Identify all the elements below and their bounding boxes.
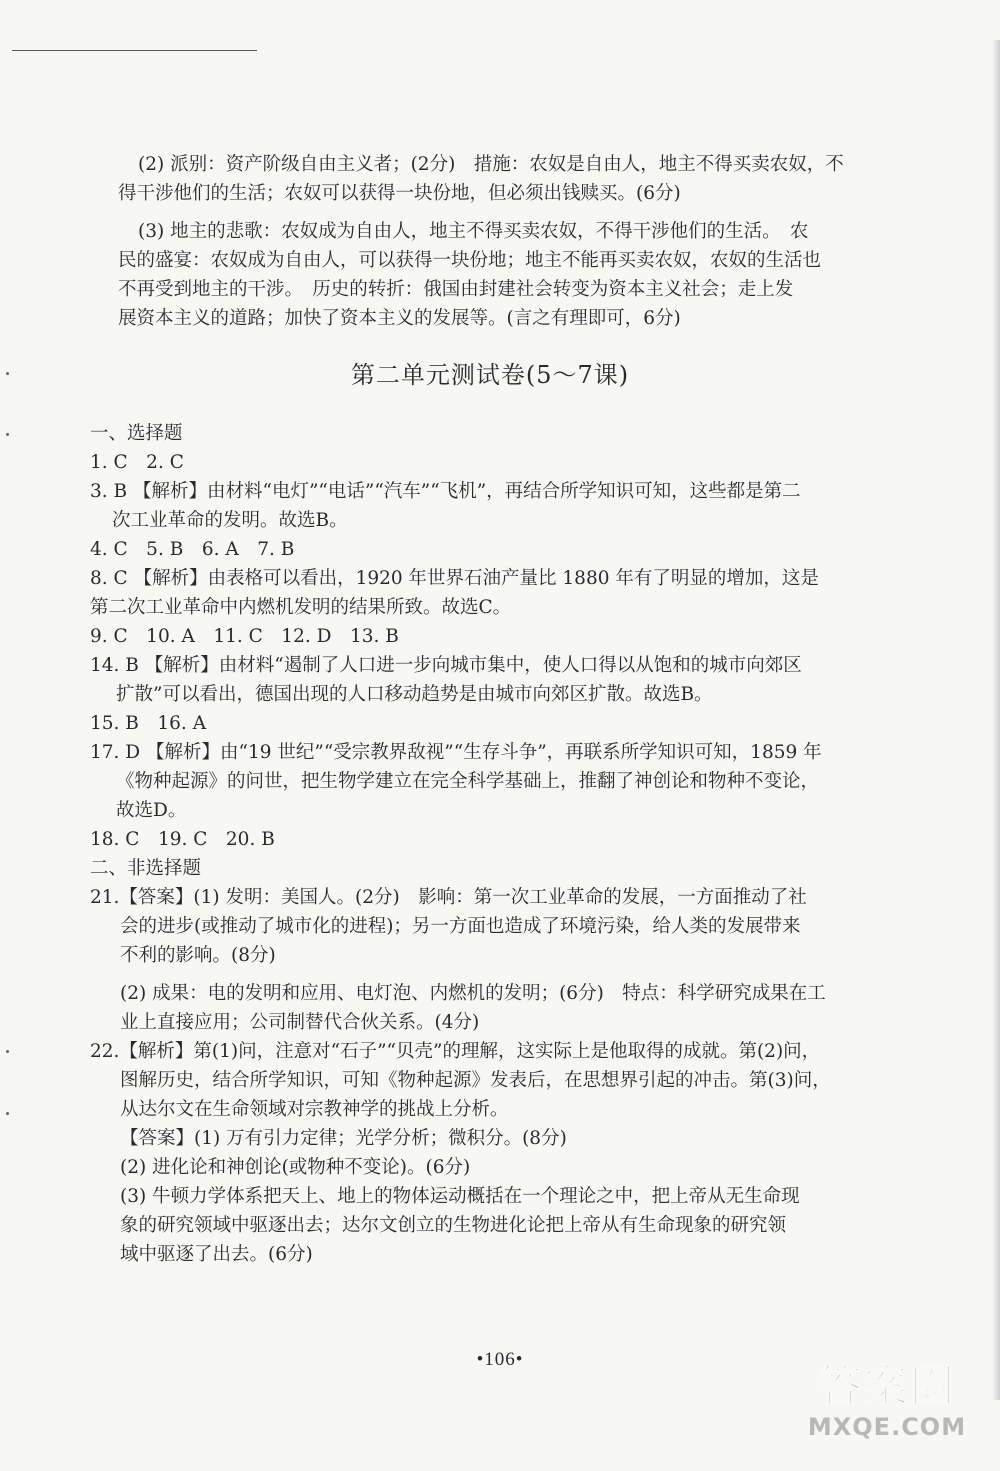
answer-line: (2) 进化论和神创论(或物种不变论)。(6分) — [120, 1157, 471, 1178]
answer-line: 不利的影响。(8分) — [120, 945, 276, 966]
watermark-logo-text: 答案圈 — [818, 1361, 956, 1412]
answer-line: 1. C 2. C — [90, 452, 184, 473]
answer-line: 4. C 5. B 6. A 7. B — [90, 539, 295, 560]
text-line: 民的盛宴：农奴成为自由人，可以获得一块份地；地主不能再买卖农奴，农奴的生活也 — [118, 250, 822, 271]
answer-line: 图解历史，结合所学知识，可知《物种起源》发表后，在思想界引起的冲击。第(3)问， — [120, 1070, 831, 1091]
answer-line: 22.【解析】第(1)问，注意对“石子”“贝壳”的理解，这实际上是他取得的成就。第(2)问， — [90, 1041, 821, 1062]
margin-mark — [6, 372, 9, 375]
header-rule — [12, 50, 257, 51]
answer-line: 从达尔文在生命领域对宗教神学的挑战上分析。 — [120, 1099, 509, 1120]
part-heading: 二、非选择题 — [90, 858, 202, 879]
margin-mark — [6, 1050, 9, 1053]
margin-mark — [6, 1112, 9, 1115]
answer-line: (3) 牛顿力学体系把天上、地上的物体运动概括在一个理论之中，把上帝从无生命现 — [120, 1186, 800, 1207]
text-line: (2) 派别：资产阶级自由主义者；(2分) 措施：农奴是自由人，地主不得买卖农奴，不 — [138, 154, 844, 175]
answer-line: 会的进步(或推动了城市化的进程)；另一方面也造成了环境污染，给人类的发展带来 — [120, 916, 801, 937]
answer-line: 3. B 【解析】由材料“电灯”“电话”“汽车”“飞机”，再结合所学知识可知，这些都是第二 — [90, 481, 801, 502]
answer-line: 域中驱逐了出去。(6分) — [120, 1244, 313, 1265]
section-title: 第二单元测试卷(5～7课) — [350, 361, 630, 389]
answer-line: 15. B 16. A — [90, 713, 207, 734]
answer-line: 第二次工业革命中内燃机发明的结果所致。故选C。 — [90, 597, 512, 618]
answer-line: 次工业革命的发明。故选B。 — [112, 510, 348, 531]
text-line: 不再受到地主的干涉。 历史的转折：俄国由封建社会转变为资本主义社会；走上发 — [118, 279, 794, 300]
non-choice-section — [90, 854, 860, 1269]
text-line: 得干涉他们的生活；农奴可以获得一块份地，但必须出钱赎买。(6分) — [118, 183, 681, 204]
answer-line: 《物种起源》的问世，把生物学建立在完全科学基础上，推翻了神创论和物种不变论， — [116, 771, 820, 792]
previous-answers-block — [90, 150, 860, 333]
answer-line: 18. C 19. C 20. B — [90, 829, 275, 850]
answer-line: 故选D。 — [116, 800, 187, 821]
page-number: •106• — [476, 1349, 524, 1370]
margin-mark — [6, 433, 9, 436]
answer-line: 14. B 【解析】由材料“遏制了人口进一步向城市集中，使人口得以从饱和的城市向郊区 — [90, 655, 802, 676]
watermark-url: MXQE.COM — [807, 1413, 967, 1441]
answer-line: 8. C 【解析】由表格可以看出，1920 年世界石油产量比 1880 年有了明显的增加，这是 — [90, 568, 819, 589]
text-line: 展资本主义的道路；加快了资本主义的发展等。(言之有理即可，6分) — [118, 308, 681, 329]
answer-line: 9. C 10. A 11. C 12. D 13. B — [90, 626, 399, 647]
part-heading: 一、选择题 — [90, 423, 183, 444]
answer-line: 【答案】(1) 万有引力定律；光学分析；微积分。(8分) — [120, 1128, 567, 1149]
multiple-choice-section — [90, 419, 860, 854]
answer-line: 象的研究领域中驱逐出去；达尔文创立的生物进化论把上帝从有生命现象的研究领 — [120, 1215, 787, 1236]
answer-line: 21.【答案】(1) 发明：美国人。(2分) 影响：第一次工业革命的发展，一方面推动了社 — [90, 887, 807, 908]
site-watermark — [792, 1362, 982, 1457]
answer-line: (2) 成果：电的发明和应用、电灯泡、内燃机的发明；(6分) 特点：科学研究成果在工 — [120, 983, 826, 1004]
answer-line: 业上直接应用；公司制替代合伙关系。(4分) — [120, 1012, 480, 1033]
answer-line: 扩散”可以看出，德国出现的人口移动趋势是由城市向郊区扩散。故选B。 — [116, 684, 713, 705]
text-line: (3) 地主的悲歌：农奴成为自由人，地主不得买卖农奴，不得干涉他们的生活。 农 — [138, 221, 809, 242]
answer-line: 17. D 【解析】由“19 世纪”“受宗教界敌视”“生存斗争”，再联系所学知识可知，1859 年 — [90, 742, 822, 763]
page-content — [90, 150, 860, 1269]
page-edge-shadow — [992, 40, 1000, 1400]
